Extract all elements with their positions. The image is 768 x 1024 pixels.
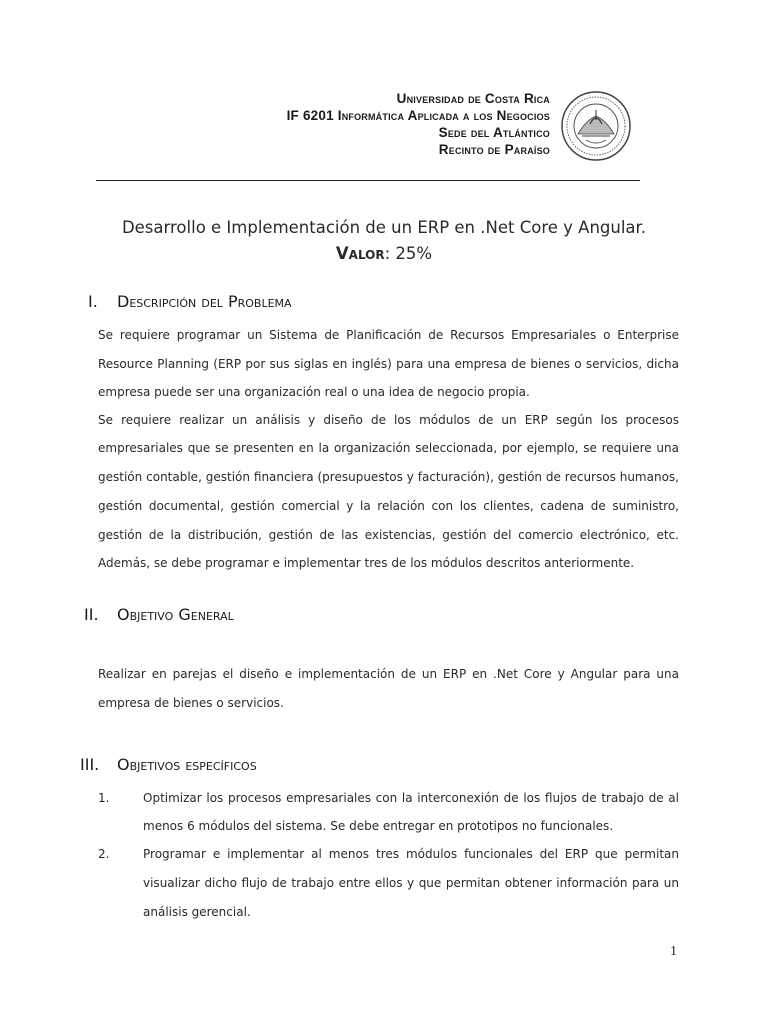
header-site: Recinto de Paraíso — [438, 142, 550, 157]
value-amount: 25% — [395, 244, 433, 263]
section-title: Objetivo General — [117, 605, 234, 624]
list-item-line: visualizar dicho flujo de trabajo entre ellos y que permitan obtener información para un — [143, 876, 679, 890]
value-label: Valor — [335, 244, 385, 263]
paragraph-line: Se requiere programar un Sistema de Planificación de Recursos Empresariales o Enterprise — [98, 328, 679, 342]
section-number: I. — [88, 292, 98, 311]
list-item-number: 1. — [98, 791, 110, 805]
paragraph-line: Resource Planning (ERP por sus siglas en inglés) para una empresa de bienes o servicios, dicha — [98, 357, 679, 371]
section-number: II. — [84, 605, 99, 624]
section-title: Objetivos específicos — [117, 755, 257, 774]
list-item-line: análisis gerencial. — [143, 905, 251, 919]
list-item-line: menos 6 módulos del sistema. Se debe entregar en prototipos no funcionales. — [143, 819, 614, 833]
list-item-line: Programar e implementar al menos tres módulos funcionales del ERP que permitan — [143, 847, 679, 861]
paragraph-line: gestión de la distribución, gestión de las existencias, gestión del comercio electrónico, etc. — [98, 528, 679, 542]
value-colon: : — [384, 244, 391, 263]
paragraph-line: gestión documental, gestión comercial y la relación con los clientes, cadena de suministro, — [98, 499, 679, 513]
list-item-number: 2. — [98, 847, 110, 861]
header-campus: Sede del Atlántico — [438, 125, 550, 140]
page-number: 1 — [670, 944, 677, 959]
document-title: Desarrollo e Implementación de un ERP en .Net Core y Angular. — [121, 218, 647, 237]
paragraph-line: gestión contable, gestión financiera (presupuestos y facturación), gestión de recursos humanos, — [98, 470, 679, 484]
document-value — [0, 244, 768, 263]
list-item-line: Optimizar los procesos empresariales con la interconexión de los flujos de trabajo de al — [143, 791, 679, 805]
paragraph-line: Además, se debe programar e implementar tres de los módulos descritos anteriormente. — [98, 556, 635, 570]
institution-header — [287, 90, 550, 158]
section-title: Descripción del Problema — [117, 292, 292, 311]
header-divider — [96, 180, 640, 181]
section-number: III. — [80, 755, 100, 774]
paragraph-line: Realizar en parejas el diseño e implementación de un ERP en .Net Core y Angular para una — [98, 667, 679, 681]
paragraph-line: empresa puede ser una organización real o una idea de negocio propia. — [98, 385, 530, 399]
header-course: IF 6201 Informática Aplicada a los Negocios — [286, 108, 550, 123]
university-seal-icon — [560, 90, 632, 162]
header-university: Universidad de Costa Rica — [396, 91, 550, 106]
paragraph-line: Se requiere realizar un análisis y diseño de los módulos de un ERP según los procesos — [98, 413, 679, 427]
paragraph-line: empresariales que se presenten en la organización seleccionada, por ejemplo, se requiere una — [98, 441, 679, 455]
paragraph-line: empresa de bienes o servicios. — [98, 696, 284, 710]
